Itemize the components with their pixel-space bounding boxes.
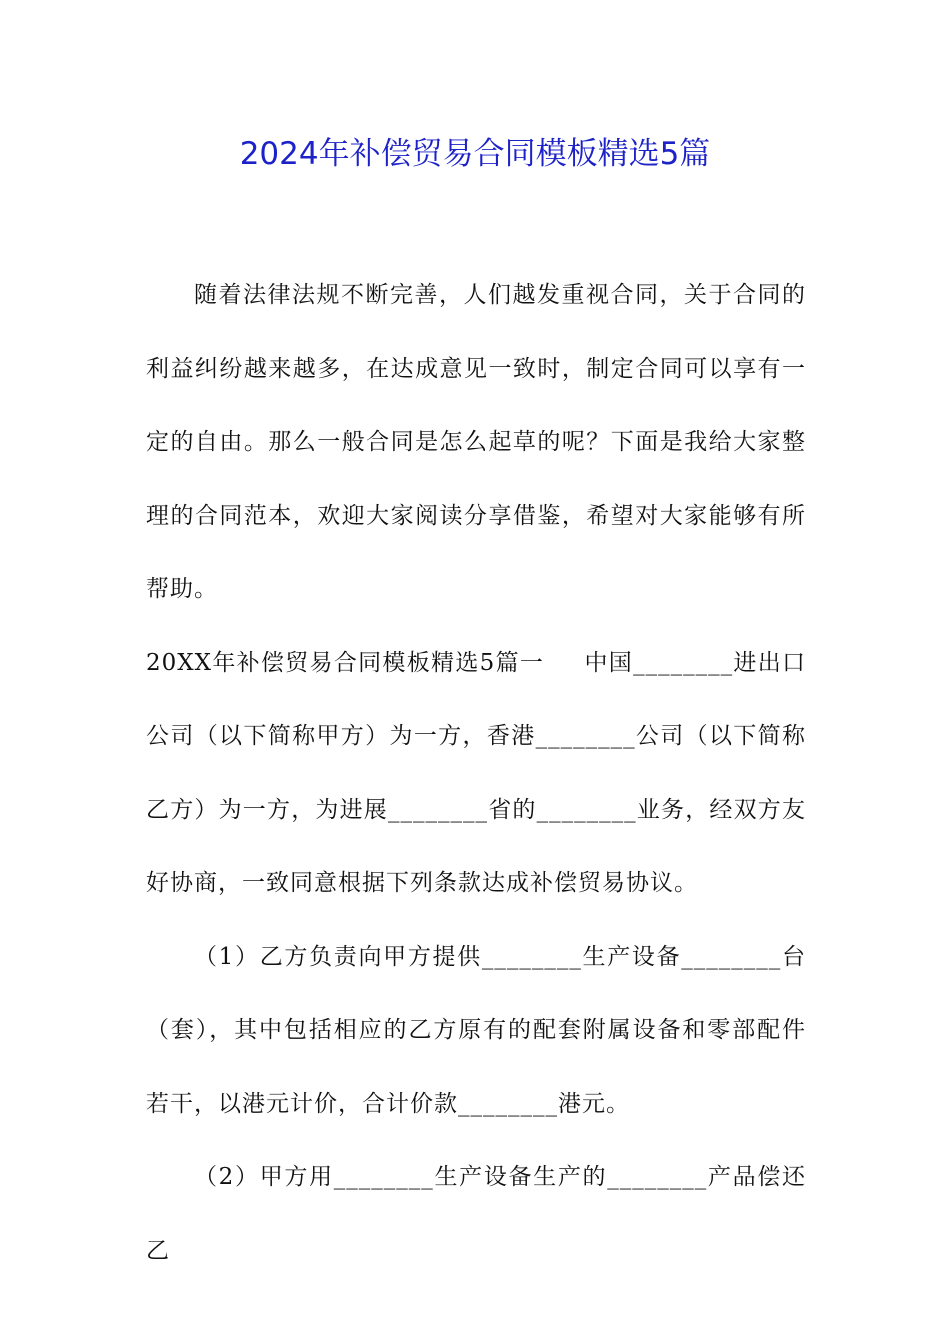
document-body xyxy=(146,259,806,1288)
section-heading: 20XX年补偿贸易合同模板精选5篇一 xyxy=(146,649,545,676)
document-title: 2024年补偿贸易合同模板精选5篇 xyxy=(239,136,711,172)
section-opening-text: 中国________进出口公司（以下简称甲方）为一方，香港________公司（以下简称乙方）为一方，为进展________省的________业务，经双方友好协商，一致同意根据下列条款达成补偿贸易协议。 xyxy=(146,649,807,896)
clause-1-paragraph: （1）乙方负责向甲方提供________生产设备________台（套），其中包括相应的乙方原有的配套附属设备和零部配件若干，以港元计价，合计价款________港元。 xyxy=(146,943,806,1117)
clause-2-paragraph: （2）甲方用________生产设备生产的________产品偿还乙 xyxy=(146,1164,806,1264)
section-paragraph xyxy=(146,627,806,921)
intro-paragraph: 随着法律法规不断完善，人们越发重视合同，关于合同的利益纠纷越来越多，在达成意见一致时，制定合同可以享有一定的自由。那么一般合同是怎么起草的呢？下面是我给大家整理的合同范本，欢迎大家阅读分享借鉴，希望对大家能够有所帮助。 xyxy=(146,282,806,602)
